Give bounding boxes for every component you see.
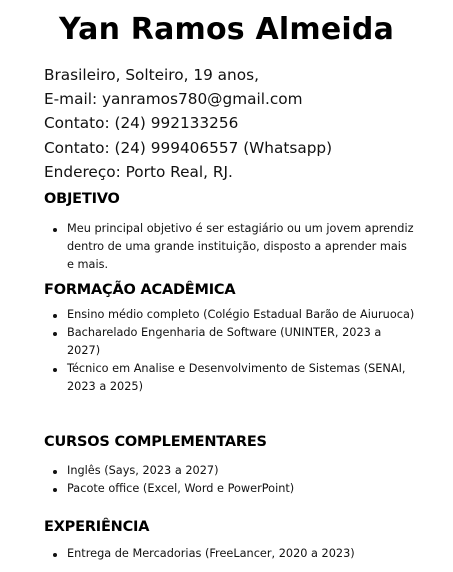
bullet-icon [53,488,57,492]
contact-info [44,63,444,184]
bullet-icon [53,368,57,372]
bullet-icon [53,314,57,318]
whatsapp-line: Contato: (24) 999406557 (Whatsapp) [44,138,333,157]
section-title-objetivo: OBJETIVO [44,191,120,207]
objetivo-text: Meu principal objetivo é ser estagiário ou um jovem aprendiz dentro de uma grande instituição, disposto a aprender mais e mais. [67,222,414,271]
phone-line: Contato: (24) 992133256 [44,114,239,133]
address-line: Endereço: Porto Real, RJ. [44,162,233,181]
bullet-icon [53,470,57,474]
formacao-item-text: Técnico em Analise e Desenvolvimento de Sistemas (SENAI, 2023 a 2025) [67,362,406,393]
list-item [44,462,416,480]
personal-info-line: Brasileiro, Solteiro, 19 anos, [44,66,259,84]
list-item [44,324,416,360]
list-item [44,480,416,498]
cursos-item-text: Inglês (Says, 2023 a 2027) [67,464,219,477]
cursos-item-text: Pacote office (Excel, Word e PowerPoint) [67,482,295,495]
bullet-icon [53,332,57,336]
bullet-icon [53,228,57,232]
experiencia-list [44,545,416,563]
objetivo-list [44,220,416,274]
bullet-icon [53,553,57,557]
candidate-name: Yan Ramos Almeida [58,12,395,47]
list-item [44,306,416,324]
formacao-item-text: Ensino médio completo (Colégio Estadual Barão de Aiuruoca) [67,308,415,321]
list-item [44,220,416,274]
email-line: E-mail: yanramos780@gmail.com [44,90,303,109]
experiencia-item-text: Entrega de Mercadorias (FreeLancer, 2020 a 2023) [67,547,355,560]
formacao-list [44,306,416,396]
list-item [44,360,416,396]
section-title-experiencia: EXPERIÊNCIA [44,519,150,535]
list-item [44,545,416,563]
formacao-item-text: Bacharelado Engenharia de Software (UNINTER, 2023 a 2027) [67,326,382,357]
section-title-cursos: CURSOS COMPLEMENTARES [44,434,267,450]
section-title-formacao: FORMAÇÃO ACADÊMICA [44,282,236,298]
cursos-list [44,462,416,498]
